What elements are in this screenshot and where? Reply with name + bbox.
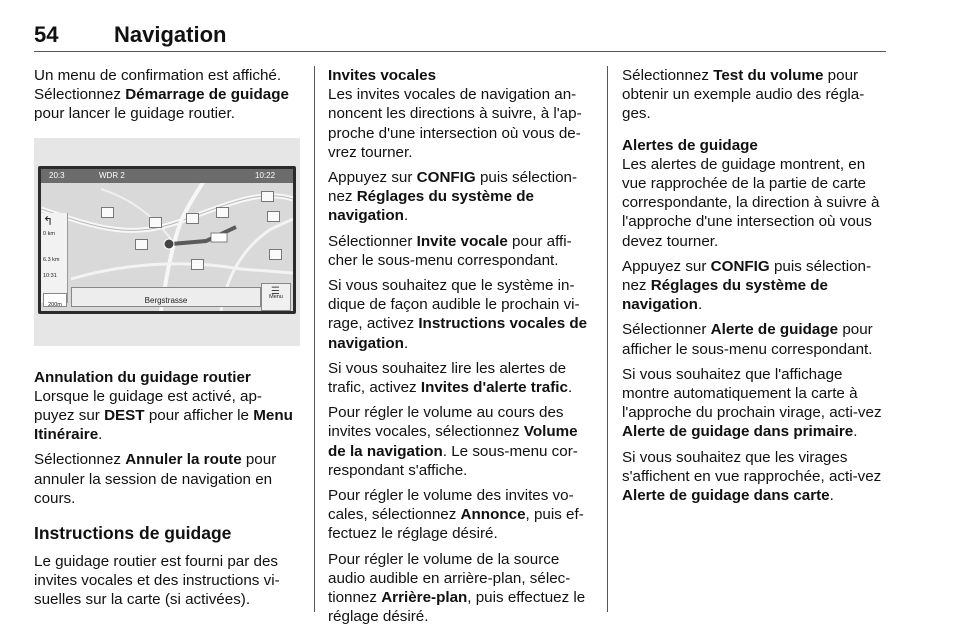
voice-prompts-title: Invites vocales (328, 67, 437, 84)
col2-paragraph-4: Si vous souhaitez que le système in-dique de façon audible le prochain vi-rage, activez Instructions vocales de navigation. (328, 277, 588, 352)
term-demarrage-guidage: Démarrage de guidage (125, 86, 289, 104)
distance-to-destination: 6.3 km (43, 256, 60, 263)
intro-paragraph: Un menu de confirmation est affiché. Sélectionnez Démarrage de guidage pour lancer le guidage routier. (34, 67, 289, 123)
poi-icon (269, 249, 282, 260)
col2-paragraph-2: Appuyez sur CONFIG puis sélection-nez Réglages du système de navigation. (328, 169, 578, 225)
column-divider-2 (607, 66, 608, 612)
col2-paragraph-3: Sélectionner Invite vocale pour affi-cher le sous-menu correspondant. (328, 232, 572, 269)
column-3 (622, 66, 888, 511)
column-2 (328, 66, 594, 632)
poi-icon (191, 259, 204, 270)
col3-paragraph-4: Sélectionner Alerte de guidage pour afficher le sous-menu correspondant. (622, 321, 873, 358)
section-title: Navigation (114, 22, 227, 47)
voice-paragraph: Les invites vocales de navigation an-noncent les directions à suivre, à l'ap-proche d'une intersection où vous de-vrez tourner. (328, 86, 582, 161)
column-divider-1 (314, 66, 315, 612)
page-header (34, 20, 886, 52)
cancel-paragraph-2: Sélectionnez Annuler la route pour annuler la session de navigation en cours. (34, 451, 277, 507)
col2-paragraph-7: Pour régler le volume des invites vo-cales, sélectionnez Annonce, puis ef-fectuez le réglage désiré. (328, 487, 584, 543)
scale-label: 200m (48, 301, 62, 308)
status-clock: 10:22 (255, 170, 276, 180)
col3-paragraph-5: Si vous souhaitez que l'affichage montre automatiquement la carte à l'approche du prochain virage, acti-vez Alerte de guidage dans primaire. (622, 365, 882, 441)
nav-map (41, 169, 293, 311)
column-1 (34, 66, 300, 616)
col3-paragraph-1: Sélectionnez Test du volume pour obtenir un exemple audio des régla-ges. (622, 67, 865, 123)
status-station: WDR 2 (99, 170, 125, 180)
guidance-paragraph: Le guidage routier est fourni par des invites vocales et des instructions vi-suelles sur la carte (si activées). (34, 553, 280, 609)
header-divider (34, 51, 886, 52)
status-bar (41, 169, 293, 183)
cancel-guidance-title: Annulation du guidage routier (34, 368, 251, 386)
menu-button[interactable] (261, 283, 291, 311)
current-street-bar (71, 287, 261, 307)
turn-arrow-icon: ↰ (43, 213, 54, 228)
guidance-alerts-title: Alertes de guidage (622, 136, 758, 154)
arrival-time: 10:31 (43, 272, 57, 279)
col2-paragraph-5: Si vous souhaitez lire les alertes de trafic, activez Invites d'alerte trafic. (328, 359, 573, 397)
nav-display (38, 166, 296, 314)
alerts-paragraph: Les alertes de guidage montrent, en vue rapprochée de la partie de carte correspondante, la direction à suivre à l'approche d'une intersection où vous devez tourner. (622, 155, 880, 250)
poi-icon (186, 213, 199, 224)
col2-paragraph-8: Pour régler le volume de la source audio audible en arrière-plan, sélec-tionnez Arrière-plan, puis effectuez le réglage désiré. (328, 550, 586, 626)
current-street: Bergstrasse (144, 295, 188, 305)
col3-paragraph-6: Si vous souhaitez que les virages s'affichent en vue rapprochée, acti-vez Alerte de guidage dans carte. (622, 448, 882, 505)
guidance-heading: Instructions de guidage (34, 523, 232, 544)
poi-icon (135, 239, 148, 250)
poi-icon (216, 207, 229, 218)
page-number: 54 (34, 22, 59, 47)
menu-icon: ☰ (271, 285, 280, 297)
navigation-screen-figure (34, 138, 300, 346)
status-temperature: 20:3 (49, 170, 65, 180)
cancel-paragraph-1: Lorsque le guidage est activé, ap-puyez sur DEST pour afficher le Menu Itinéraire. (34, 387, 293, 444)
col3-paragraph-3: Appuyez sur CONFIG puis sélection-nez Réglages du système de navigation. (622, 257, 872, 314)
poi-icon (149, 217, 162, 228)
turn-info-panel (41, 213, 68, 303)
menu-label: Menu (269, 294, 283, 301)
col2-paragraph-6: Pour régler le volume au cours des invites vocales, sélectionnez Volume de la navigation. Le sous-menu cor-respondant s'affiche. (328, 404, 578, 479)
map-scale (43, 293, 67, 307)
poi-icon (267, 211, 280, 222)
poi-icon (261, 191, 274, 202)
poi-icon (101, 207, 114, 218)
distance-to-turn: 0 km (43, 230, 55, 237)
